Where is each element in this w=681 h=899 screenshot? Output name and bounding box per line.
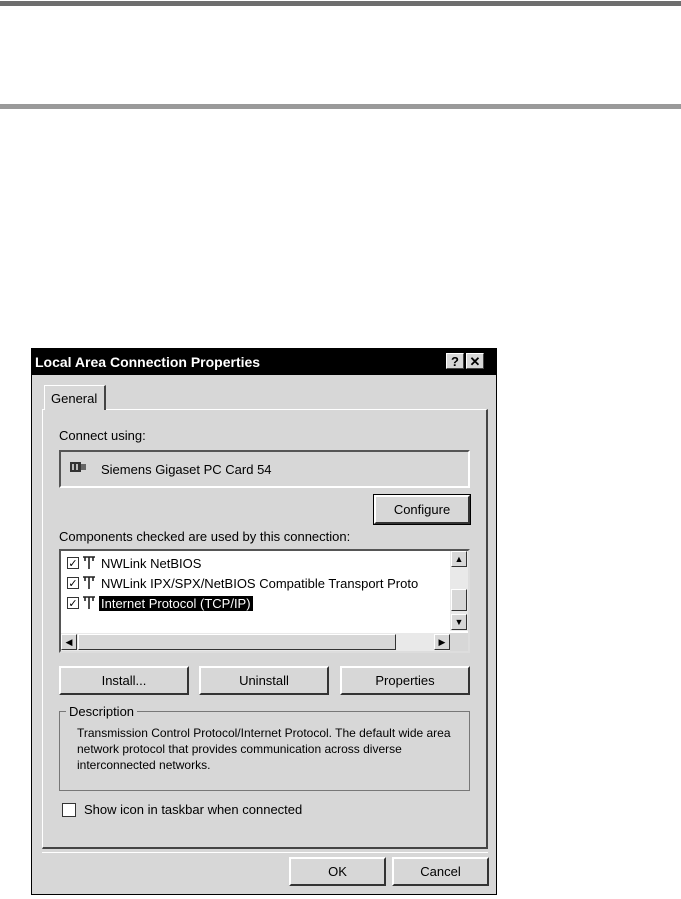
scroll-up-icon[interactable]: ▲ [451,551,467,567]
title-bar[interactable] [32,349,496,375]
protocol-icon [82,575,96,591]
help-button[interactable]: ? [446,353,464,369]
protocol-icon [82,555,96,571]
ok-button[interactable]: OK [289,857,386,886]
horizontal-scroll-thumb[interactable] [78,634,396,650]
protocol-icon [82,595,96,611]
properties-button[interactable]: Properties [340,666,470,695]
second-rule [0,104,681,109]
scroll-left-icon[interactable]: ◀ [61,634,77,650]
show-icon-checkbox[interactable] [62,803,76,817]
close-button[interactable]: ✕ [466,353,484,369]
footer-divider [42,852,488,853]
show-icon-label[interactable]: Show icon in taskbar when connected [84,802,303,817]
properties-dialog [31,348,497,895]
component-checkbox[interactable]: ✓ [68,598,78,610]
scroll-right-icon[interactable]: ▶ [434,634,450,650]
components-list[interactable] [59,549,470,653]
component-checkbox[interactable]: ✓ [68,558,78,570]
configure-button[interactable]: Configure [374,495,470,524]
vertical-scrollbar[interactable] [450,551,468,631]
scroll-corner [450,633,468,651]
component-label: NWLink NetBIOS [101,556,202,571]
description-text: Transmission Control Protocol/Internet Protocol. The default wide area network protocol that provides communication across diverse interconnected networks. [77,726,451,772]
component-label: NWLink IPX/SPX/NetBIOS Compatible Transport Proto [101,576,419,591]
install-button[interactable]: Install... [59,666,189,695]
top-rule [0,1,681,6]
adapter-name: Siemens Gigaset PC Card 54 [101,462,272,477]
tab-general[interactable]: General [44,385,106,410]
dialog-title: Local Area Connection Properties [35,354,261,370]
component-checkbox[interactable]: ✓ [68,578,78,590]
network-card-icon [70,461,86,473]
uninstall-button[interactable]: Uninstall [199,666,329,695]
adapter-field [59,450,470,488]
vertical-scroll-thumb[interactable] [451,589,467,611]
description-legend: Description [66,704,137,719]
horizontal-scrollbar[interactable] [61,633,450,651]
cancel-button[interactable]: Cancel [392,857,489,886]
component-label: Internet Protocol (TCP/IP) [101,596,251,611]
connect-using-label: Connect using: [59,428,146,443]
scroll-down-icon[interactable]: ▼ [451,614,467,630]
components-label: Components checked are used by this connection: [59,529,351,544]
